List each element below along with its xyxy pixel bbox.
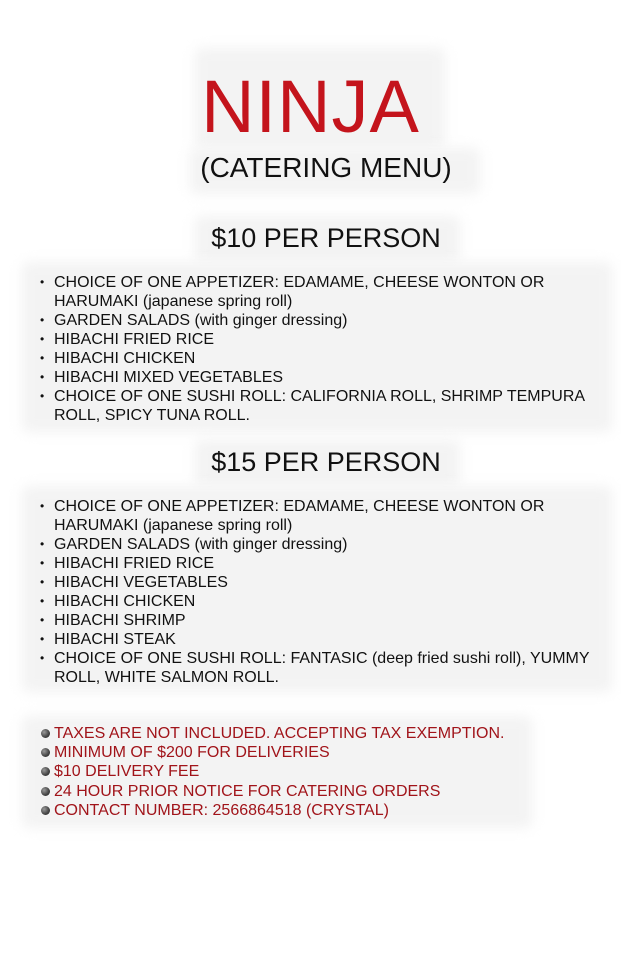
list-item-text: HIBACHI FRIED RICE [54, 555, 215, 572]
list-item [40, 497, 605, 535]
list-item [40, 273, 605, 311]
note-item [40, 782, 600, 801]
bullet-icon: • [40, 275, 45, 289]
list-item-text: GARDEN SALADS (with ginger dressing) [54, 312, 348, 329]
bullet-icon: • [40, 389, 45, 403]
bullet-icon [41, 729, 50, 738]
bullet-icon: • [40, 556, 45, 570]
list-item-text: HIBACHI STEAK [54, 631, 176, 648]
list-item [40, 349, 605, 368]
list-item [40, 630, 605, 649]
list-item [40, 387, 605, 425]
bullet-icon: • [40, 313, 45, 327]
list-item-text: GARDEN SALADS (with ginger dressing) [54, 536, 348, 553]
list-item [40, 554, 605, 573]
bullet-icon: • [40, 537, 45, 551]
bullet-icon: • [40, 499, 45, 513]
bullet-icon: • [40, 613, 45, 627]
menu-list-10 [40, 273, 605, 425]
restaurant-name: NINJA [201, 65, 420, 148]
list-item [40, 611, 605, 630]
menu-subtitle: (CATERING MENU) [200, 152, 452, 183]
bullet-icon: • [40, 632, 45, 646]
list-item [40, 649, 605, 687]
list-item [40, 535, 605, 554]
list-item-text: CHOICE OF ONE APPETIZER: EDAMAME, CHEESE WONTON OR HARUMAKI (japanese spring roll) [54, 498, 545, 534]
note-text: 24 HOUR PRIOR NOTICE FOR CATERING ORDERS [54, 782, 441, 800]
note-item [40, 724, 600, 743]
bullet-icon: • [40, 575, 45, 589]
list-item-text: CHOICE OF ONE SUSHI ROLL: FANTASIC (deep fried sushi roll), YUMMY ROLL, WHITE SALMON ROLL. [54, 650, 590, 686]
note-text: MINIMUM OF $200 FOR DELIVERIES [54, 744, 330, 762]
menu-list-15 [40, 497, 605, 687]
bullet-icon [41, 806, 50, 815]
note-text: TAXES ARE NOT INCLUDED. ACCEPTING TAX EXEMPTION. [54, 725, 505, 742]
list-item-text: HIBACHI MIXED VEGETABLES [54, 369, 284, 386]
bullet-icon [41, 748, 50, 757]
list-item-text: HIBACHI CHICKEN [54, 350, 196, 367]
bullet-icon [41, 767, 50, 776]
list-item [40, 592, 605, 611]
note-text: $10 DELIVERY FEE [54, 763, 200, 781]
bullet-icon [41, 787, 50, 796]
list-item [40, 573, 605, 592]
bullet-icon: • [40, 351, 45, 365]
list-item-text: HIBACHI SHRIMP [54, 612, 186, 629]
section-heading-15: $15 PER PERSON [211, 447, 441, 477]
bullet-icon: • [40, 651, 45, 665]
catering-notes [40, 724, 600, 820]
list-item-text: HIBACHI VEGETABLES [54, 574, 228, 591]
bullet-icon: • [40, 594, 45, 608]
note-item [40, 743, 600, 762]
note-item [40, 762, 600, 781]
note-text: CONTACT NUMBER: 2566864518 (CRYSTAL) [54, 801, 389, 819]
list-item-text: HIBACHI FRIED RICE [54, 331, 215, 348]
bullet-icon: • [40, 332, 45, 346]
list-item [40, 330, 605, 349]
bullet-icon: • [40, 370, 45, 384]
section-heading-10: $10 PER PERSON [211, 223, 441, 253]
list-item-text: CHOICE OF ONE SUSHI ROLL: CALIFORNIA ROLL, SHRIMP TEMPURA ROLL, SPICY TUNA ROLL. [54, 388, 585, 424]
list-item-text: HIBACHI CHICKEN [54, 593, 196, 610]
list-item [40, 311, 605, 330]
note-item [40, 801, 600, 820]
list-item-text: CHOICE OF ONE APPETIZER: EDAMAME, CHEESE WONTON OR HARUMAKI (japanese spring roll) [54, 274, 545, 310]
list-item [40, 368, 605, 387]
